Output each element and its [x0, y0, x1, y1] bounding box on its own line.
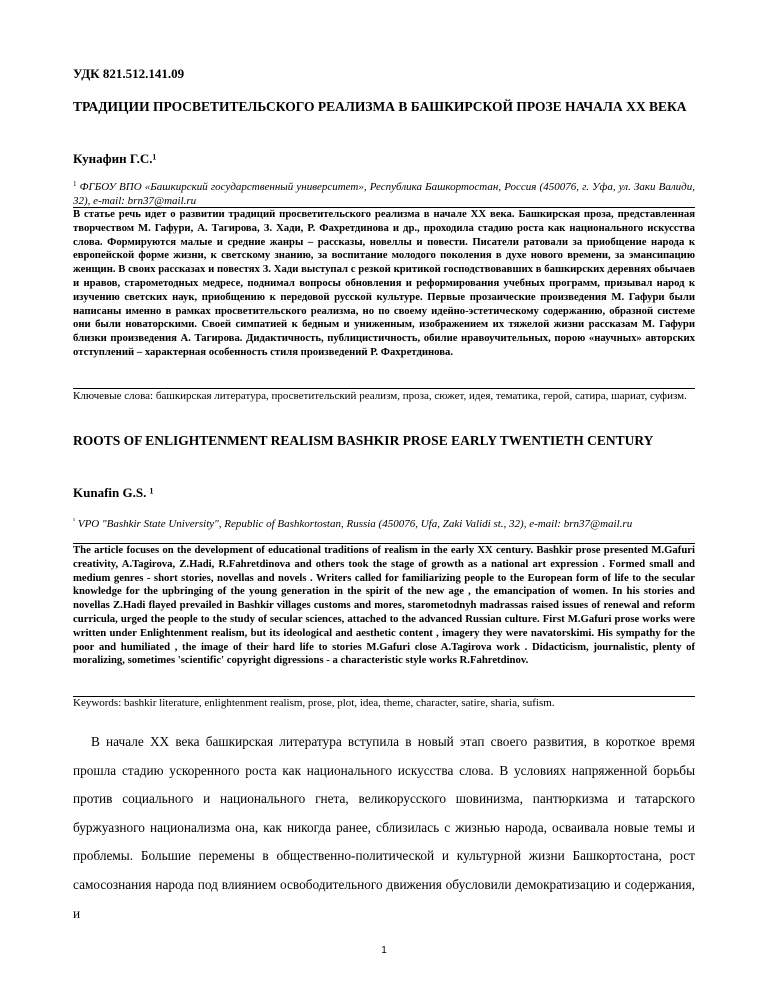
- udk-code: УДК 821.512.141.09: [73, 66, 185, 81]
- author-ru: Кунафин Г.С.¹: [73, 151, 157, 166]
- author-en: Kunafin G.S. ¹: [73, 485, 154, 500]
- affiliation-mark-ru: 1: [73, 180, 77, 188]
- affiliation-text-ru: ФГБОУ ВПО «Башкирский государственный университет», Республика Башкортостан, Россия (450076, г. Уфа, ул. Заки Валиди, 32), e-mail: brn37@mail.ru: [73, 181, 695, 207]
- affiliation-text-en: VPO "Bashkir State University", Republic of Bashkortostan, Russia (450076, Ufa, Zaki Validi st., 32), e-mail: brn37@mail.ru: [75, 518, 633, 530]
- page-number: 1: [381, 945, 387, 956]
- abstract-ru: В статье речь идет о развитии традиций просветительского реализма в начале XX века. Башкирская проза, представленная творчеством М. Гафури, А. Тагирова, З. Хади, Р. Фахретдинова и др., проходила стадию роста как национального искусства слова. Формируются малые и средние жанры – рассказы, новеллы и повести. Писатели ратовали за приобщение народа к европейской форме жизни, к светскому знанию, за воспитание молодого поколения в духе нового времени, за эмансипацию женщин. В своих рассказах и повестях З. Хади выступал с резкой критикой господствовавших в башкирских деревнях обычаев и нравов, старометодных медресе, поднимал вопросы обновления и реформирования учебных программ, призывал народ к изучению светских наук, приобщению к передовой русской культуре. Первые прозаические произведения М. Гафури были написаны именно в рамках просветительского реализма, но по своему идейно-эстетическому содержанию, образной системе они были новаторскими. Своей симпатией к бедным и униженным, изображением их тяжелой жизни рассказам М. Гафури близки произведения А. Тагирова. Дидактичность, публицистичность, обилие нравоучительных, порою «научных» авторских отступлений – характерная особенность стиля произведений Р. Фахретдинова.: [73, 207, 695, 389]
- article-title-ru: ТРАДИЦИИ ПРОСВЕТИТЕЛЬСКОГО РЕАЛИЗМА В БАШКИРСКОЙ ПРОЗЕ НАЧАЛА XX ВЕКА: [73, 99, 687, 114]
- keywords-ru: Ключевые слова: башкирская литература, просветительский реализм, проза, сюжет, идея, тематика, герой, сатира, шариат, суфизм.: [73, 390, 687, 402]
- body-paragraph-text: В начале XX века башкирская литература вступила в новый этап своего развития, в короткое время прошла стадию ускоренного роста как национального искусства слова. В условиях напряженной борьбы против социального и национального гнета, великорусского шовинизма, пантюркизма и татарского буржуазного национализма она, как никогда ранее, сблизилась с жизнью народа, осваивала новые темы и проблемы. Большие перемены в общественно-политической и культурной жизни Башкортостана, рост самосознания народа под влиянием освободительного движения обусловили демократизацию и содержания, и: [73, 734, 695, 921]
- affiliation-en: [73, 514, 695, 531]
- keywords-en: Keywords: bashkir literature, enlightenment realism, prose, plot, idea, theme, character, satire, sharia, sufism.: [73, 697, 555, 709]
- affiliation-mark-en: ¹: [73, 517, 76, 525]
- affiliation-ru: [73, 177, 695, 208]
- abstract-en: The article focuses on the development of educational traditions of realism in the early XX century. Bashkir prose presented M.Gafuri creativity, A.Tagirova, Z.Hadi, R.Fahretdinova and others took the stage of growth as a national art expression . Formed small and medium genres - short stories, novellas and novels . Writers called for familiarizing people to the European form of life to the secular knowledge for the upbringing of the young generation in the spirit of the new age , the emancipation of women. In his stories and novellas Z.Hadi flayed prevailed in Bashkir villages customs and mores, starometodnyh madrassas raised issues of renewal and reform curricula, urged the people to the study of secular sciences, attached to the advanced Russian culture. First M.Gafuri prose works were written under Enlightenment realism, but its ideological and aesthetic content , imagery they were navatorskimi. His sympathy for the poor and humiliated , the image of their hard life to stories M.Gafuri close A.Tagirova work . Didacticism, journalistic, plenty of moralizing, sometimes 'scientific' copyright digressions - a characteristic style works R.Fahretdinov.: [73, 543, 695, 697]
- body-paragraph: [73, 728, 695, 928]
- article-title-en: ROOTS OF ENLIGHTENMENT REALISM BASHKIR PROSE EARLY TWENTIETH CENTURY: [73, 433, 654, 448]
